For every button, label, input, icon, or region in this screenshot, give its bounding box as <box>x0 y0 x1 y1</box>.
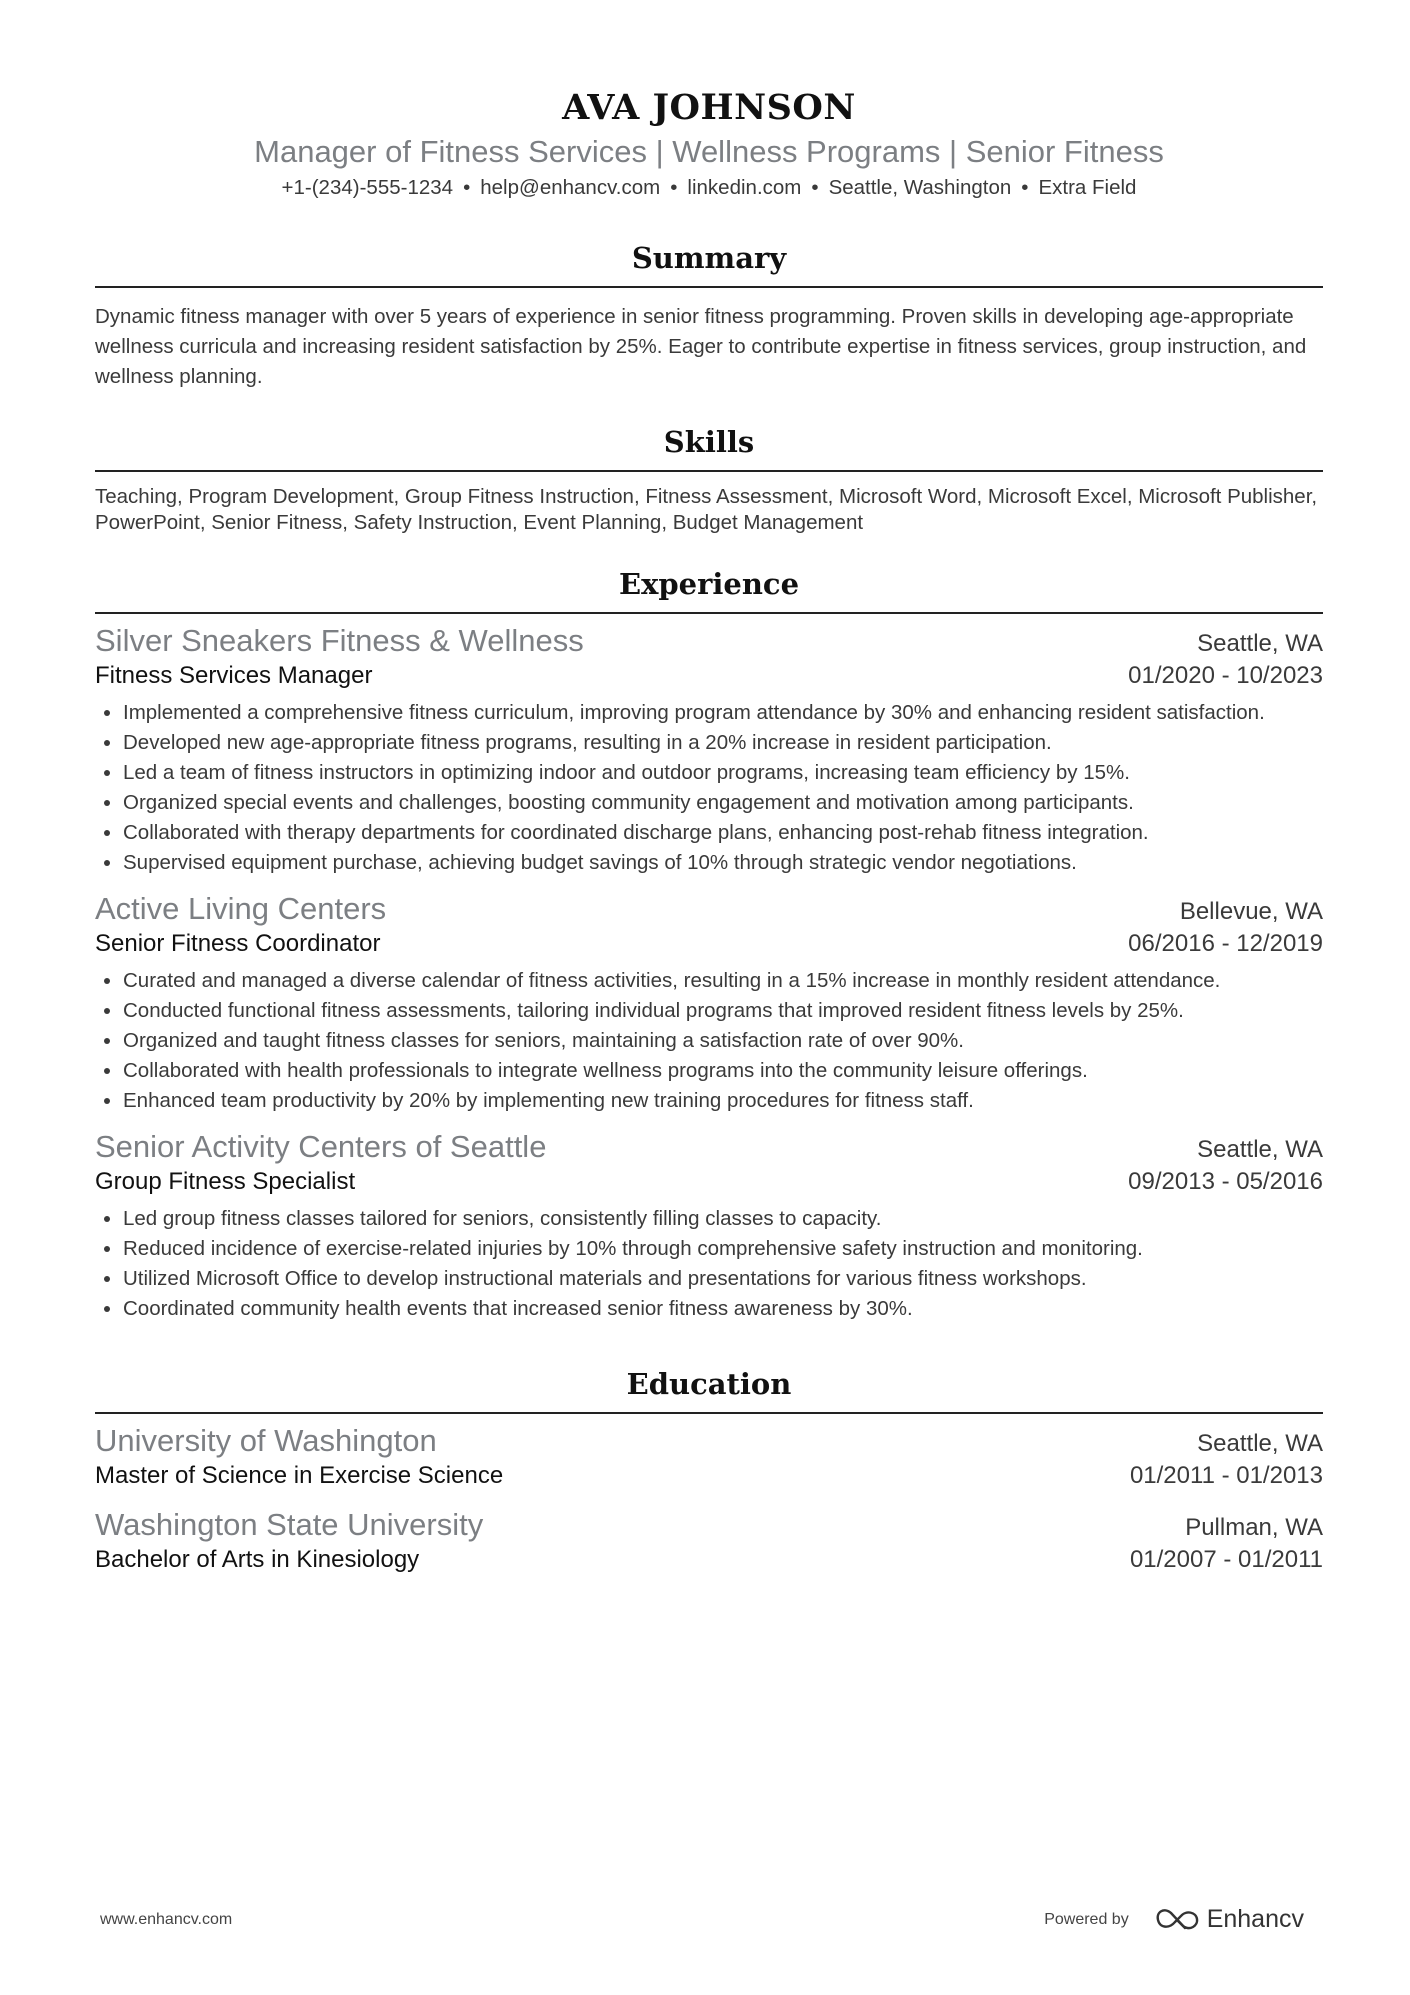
summary-text: Dynamic fitness manager with over 5 years of experience in senior fitness programming. Proven skills in developing age-appropriate wellness curricula and increasing resident satisfaction by 25%. Eager to contribute expertise in fitness services, group instruction, and wellness planning. <box>95 305 1307 388</box>
bullet-item: • Supervised equipment purchase, achieving budget savings of 10% through strategic vendor negotiations. <box>123 848 1323 878</box>
bullet-item: • Developed new age-appropriate fitness programs, resulting in a 20% increase in resident participation. <box>123 728 1323 758</box>
job-title: Fitness Services Manager <box>95 662 373 689</box>
section-title-experience: Experience <box>95 564 1323 614</box>
degree: Bachelor of Arts in Kinesiology <box>95 1546 420 1573</box>
experience-entry <box>95 1128 1323 1324</box>
experience-entry <box>95 622 1323 878</box>
company-name: Active Living Centers <box>95 891 387 926</box>
section-title-skills: Skills <box>95 422 1323 472</box>
job-bullets <box>95 698 1323 878</box>
bullet-item: • Coordinated community health events that increased senior fitness awareness by 30%. <box>123 1294 1323 1324</box>
powered-by <box>1044 1905 1304 1934</box>
bullet-item: • Reduced incidence of exercise-related injuries by 10% through comprehensive safety instruction and monitoring. <box>123 1234 1323 1264</box>
job-title: Group Fitness Specialist <box>95 1168 356 1195</box>
skills-text: Teaching, Program Development, Group Fitness Instruction, Fitness Assessment, Microsoft Word, Microsoft Excel, Microsoft Publisher, PowerPoint, Senior Fitness, Safety Instruction, Event Planning, Budget Management <box>95 485 1318 534</box>
experience-entry <box>95 890 1323 1116</box>
experience-section <box>95 564 1323 1324</box>
bullet-item: • Conducted functional fitness assessments, tailoring individual programs that improved resident fitness levels by 25%. <box>123 996 1323 1026</box>
enhancv-logo-icon <box>1155 1908 1201 1932</box>
job-bullets <box>95 966 1323 1116</box>
contact-phone: +1-(234)-555-1234 <box>281 176 454 199</box>
page-footer <box>100 1905 1304 1934</box>
bullet-item: • Organized special events and challenges, boosting community engagement and motivation among participants. <box>123 788 1323 818</box>
footer-url[interactable]: www.enhancv.com <box>100 1910 233 1928</box>
school-location: Pullman, WA <box>1185 1514 1323 1541</box>
resume-header <box>95 0 1323 202</box>
section-title-summary: Summary <box>95 238 1323 288</box>
job-dates: 01/2020 - 10/2023 <box>1128 662 1323 689</box>
contact-line: +1-(234)-555-1234 • help@enhancv.com • linkedin.com • Seattle, Washington • Extra Field <box>281 176 1137 199</box>
education-entry <box>95 1422 1323 1492</box>
brand-name: Enhancv <box>1206 1905 1304 1933</box>
skills-section <box>95 422 1323 536</box>
powered-by-label: Powered by <box>1044 1910 1129 1928</box>
contact-extra: Extra Field <box>1038 176 1137 199</box>
bullet-item: • Collaborated with therapy departments for coordinated discharge plans, enhancing post-rehab fitness integration. <box>123 818 1323 848</box>
candidate-headline: Manager of Fitness Services | Wellness Programs | Senior Fitness <box>254 134 1164 169</box>
job-location: Seattle, WA <box>1197 630 1323 657</box>
job-dates: 06/2016 - 12/2019 <box>1128 930 1323 957</box>
summary-section <box>95 238 1323 392</box>
education-section <box>95 1364 1323 1576</box>
job-location: Seattle, WA <box>1197 1136 1323 1163</box>
school-name: Washington State University <box>95 1507 484 1542</box>
company-name: Senior Activity Centers of Seattle <box>95 1129 547 1164</box>
bullet-item: • Utilized Microsoft Office to develop instructional materials and presentations for various fitness workshops. <box>123 1264 1323 1294</box>
degree: Master of Science in Exercise Science <box>95 1462 504 1489</box>
job-location: Bellevue, WA <box>1179 898 1323 925</box>
contact-location: Seattle, Washington <box>828 176 1012 199</box>
section-title-education: Education <box>95 1364 1323 1414</box>
education-entry <box>95 1506 1323 1576</box>
enhancv-brand[interactable] <box>1155 1905 1304 1934</box>
bullet-item: • Led group fitness classes tailored for seniors, consistently filling classes to capacity. <box>123 1204 1323 1234</box>
bullet-item: • Collaborated with health professionals to integrate wellness programs into the community leisure offerings. <box>123 1056 1323 1086</box>
company-name: Silver Sneakers Fitness & Wellness <box>95 623 584 658</box>
job-dates: 09/2013 - 05/2016 <box>1128 1168 1323 1195</box>
job-title: Senior Fitness Coordinator <box>95 930 381 957</box>
bullet-item: • Curated and managed a diverse calendar of fitness activities, resulting in a 15% increase in monthly resident attendance. <box>123 966 1323 996</box>
school-name: University of Washington <box>95 1423 437 1458</box>
bullet-item: • Enhanced team productivity by 20% by implementing new training procedures for fitness staff. <box>123 1086 1323 1116</box>
bullet-item: • Implemented a comprehensive fitness curriculum, improving program attendance by 30% and enhancing resident satisfaction. <box>123 698 1323 728</box>
school-location: Seattle, WA <box>1197 1430 1323 1457</box>
education-dates: 01/2011 - 01/2013 <box>1129 1462 1323 1489</box>
candidate-name: AVA JOHNSON <box>562 87 856 128</box>
bullet-item: • Led a team of fitness instructors in optimizing indoor and outdoor programs, increasing team efficiency by 15%. <box>123 758 1323 788</box>
bullet-item: • Organized and taught fitness classes for seniors, maintaining a satisfaction rate of over 90%. <box>123 1026 1323 1056</box>
job-bullets <box>95 1204 1323 1324</box>
resume-page <box>95 0 1323 1576</box>
contact-email[interactable]: help@enhancv.com <box>480 176 661 199</box>
education-dates: 01/2007 - 01/2011 <box>1129 1546 1323 1573</box>
contact-linkedin[interactable]: linkedin.com <box>687 176 802 199</box>
